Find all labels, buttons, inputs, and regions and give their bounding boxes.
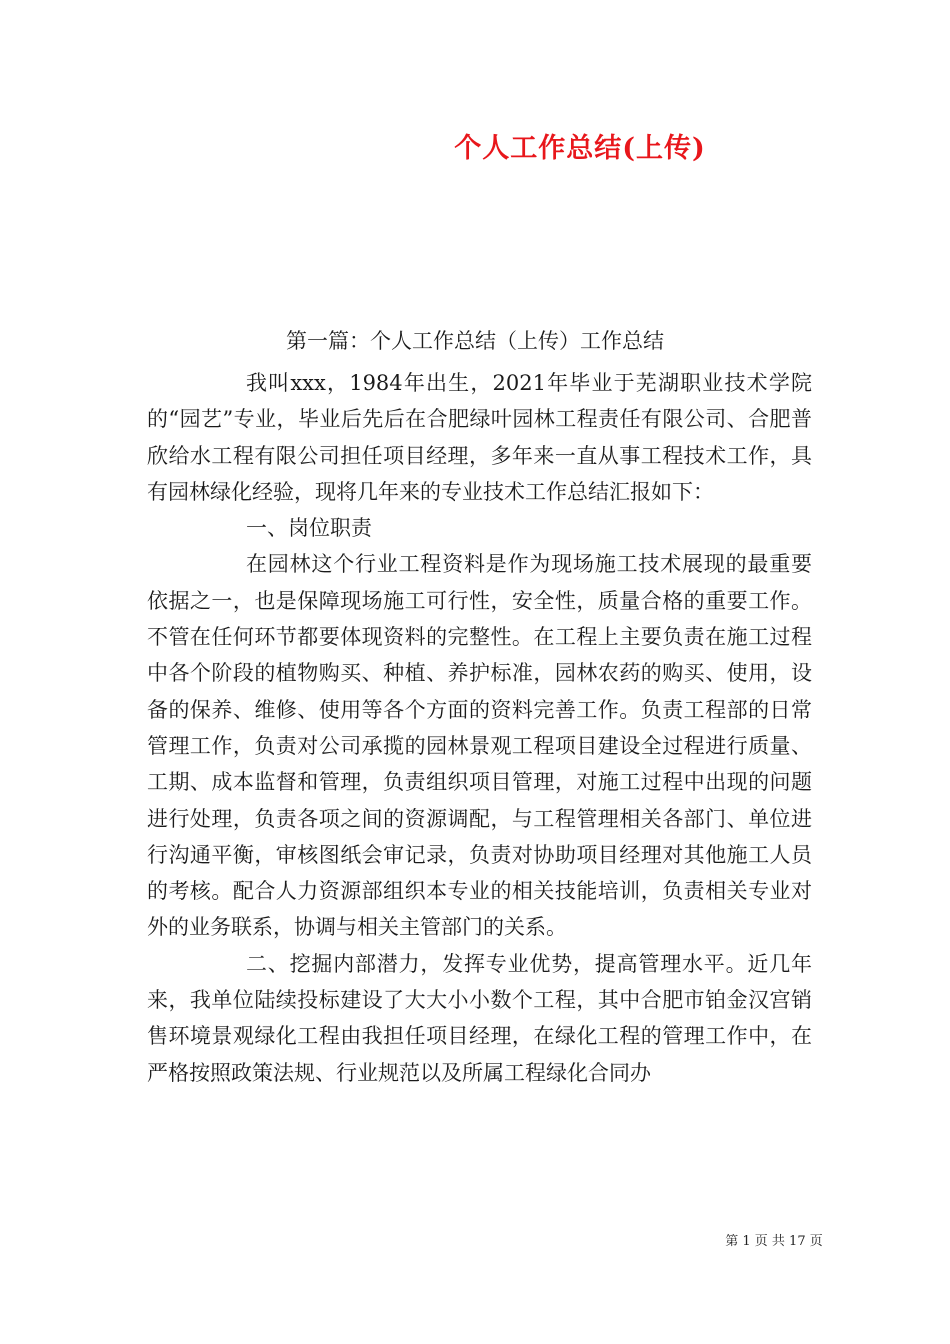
document-title: 个人工作总结(上传) — [454, 133, 706, 164]
document-body — [147, 365, 812, 1091]
document-subtitle: 第一篇：个人工作总结（上传）工作总结 — [286, 329, 664, 353]
paragraph-duties: 在园林这个行业工程资料是作为现场施工技术展现的最重要依据之一，也是保障现场施工可行性，安全性，质量合格的重要工作。不管在任何环节都要体现资料的完整性。在工程上主要负责在施工过程中各个阶段的植物购买、种植、养护标准，园林农药的购买、使用，设备的保养、维修、使用等各个方面的资料完善工作。负责工程部的日常管理工作，负责对公司承揽的园林景观工程项目建设全过程进行质量、工期、成本监督和管理，负责组织项目管理，对施工过程中出现的问题进行处理，负责各项之间的资源调配，与工程管理相关各部门、单位进行沟通平衡，审核图纸会审记录，负责对协助项目经理对其他施工人员的考核。配合人力资源部组织本专业的相关技能培训，负责相关专业对外的业务联系，协调与相关主管部门的关系。 — [147, 552, 812, 940]
section-heading-duties: 一、岗位职责 — [246, 516, 372, 541]
paragraph-intro: 我叫xxx，1984年出生，2021年毕业于芜湖职业技术学院的“园艺”专业，毕业后先后在合肥绿叶园林工程责任有限公司、合肥普欣给水工程有限公司担任项目经理，多年来一直从事工程技术工作，具有园林绿化经验，现将几年来的专业技术工作总结汇报如下： — [147, 371, 812, 504]
page-number: 第 1 页 共 17 页 — [725, 1234, 823, 1249]
paragraph-management: 二、挖掘内部潜力，发挥专业优势，提高管理水平。近几年来，我单位陆续投标建设了大大小小数个工程，其中合肥市铂金汉宫销售环境景观绿化工程由我担任项目经理，在绿化工程的管理工作中，在严格按照政策法规、行业规范以及所属工程绿化合同办 — [147, 951, 812, 1085]
